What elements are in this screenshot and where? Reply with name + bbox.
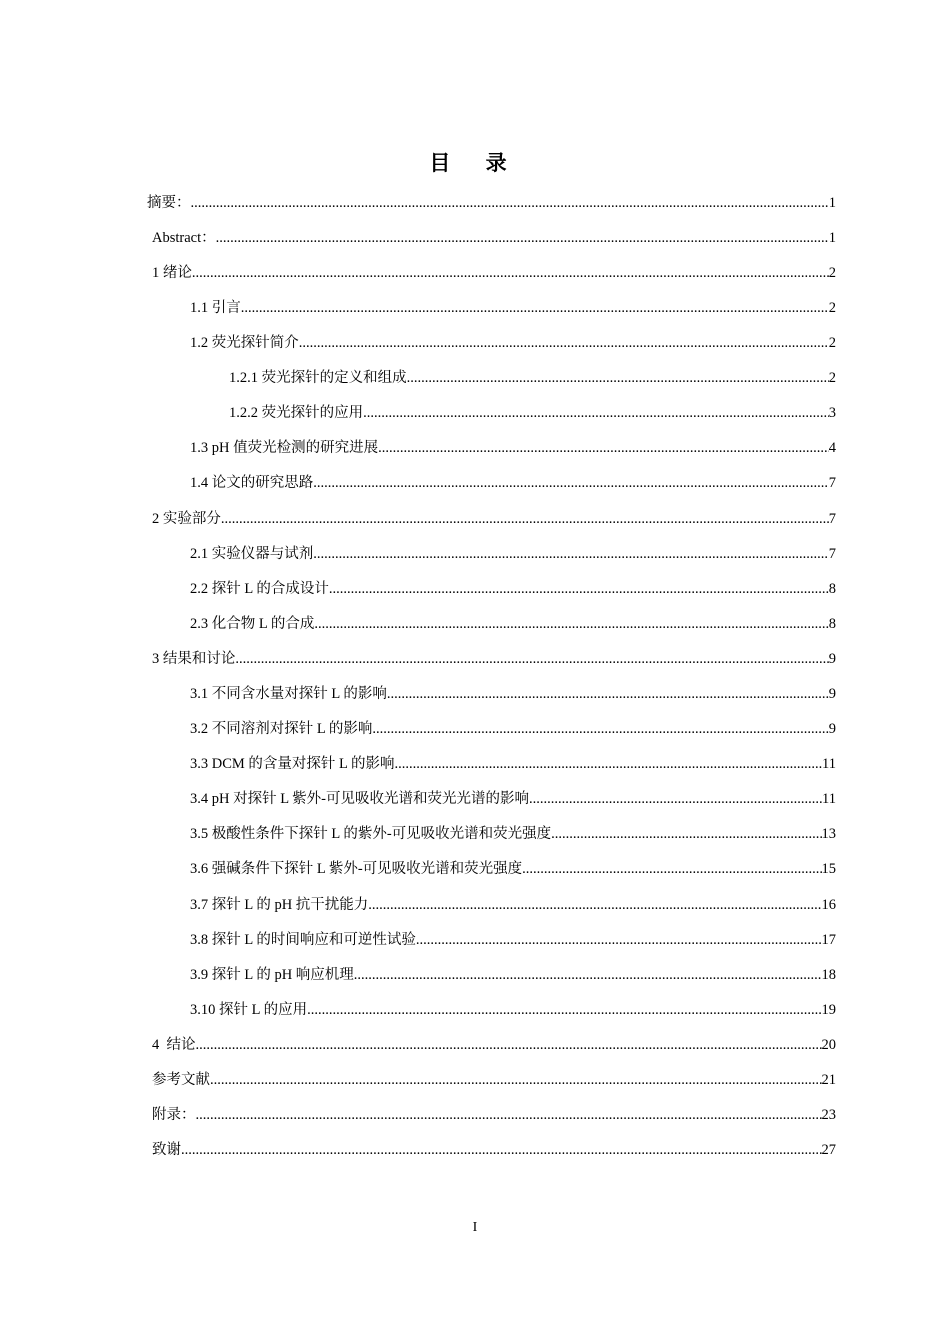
toc-entry-page: 17 bbox=[821, 932, 836, 948]
toc-leader-dots bbox=[196, 1104, 822, 1126]
toc-leader-dots bbox=[196, 1034, 822, 1056]
toc-entry-3-6[interactable] bbox=[190, 858, 836, 880]
toc-entry-1-2-1[interactable] bbox=[229, 367, 836, 389]
toc-entry-page: 9 bbox=[828, 686, 836, 702]
toc-entry-page: 1 bbox=[828, 230, 836, 246]
toc-entry-3-10[interactable] bbox=[190, 999, 836, 1021]
toc-entry-label: 3.1 不同含水量对探针 L 的影响 bbox=[190, 686, 387, 702]
toc-leader-dots bbox=[551, 823, 821, 845]
toc-leader-dots bbox=[181, 1139, 822, 1161]
toc-entry-label: 参考文献 bbox=[152, 1072, 210, 1088]
toc-leader-dots bbox=[363, 402, 829, 424]
toc-entry-page: 19 bbox=[821, 1002, 836, 1018]
toc-entry-page: 8 bbox=[828, 616, 836, 632]
toc-entry-page: 2 bbox=[828, 370, 836, 386]
toc-entry-page: 1 bbox=[828, 195, 836, 211]
toc-leader-dots bbox=[314, 613, 828, 635]
toc-entry-label: 致谢 bbox=[152, 1142, 181, 1158]
toc-entry-page: 16 bbox=[821, 897, 836, 913]
toc-leader-dots bbox=[313, 472, 829, 494]
toc-entry-acknowledgements[interactable] bbox=[152, 1139, 836, 1161]
toc-entry-3-9[interactable] bbox=[190, 964, 836, 986]
toc-entry-label: 1.4 论文的研究思路 bbox=[190, 475, 314, 491]
toc-entry-label: 3.7 探针 L 的 pH 抗干扰能力 bbox=[190, 897, 369, 913]
toc-entry-label: 1.2 荧光探针简介 bbox=[190, 335, 299, 351]
toc-entry-references[interactable] bbox=[152, 1069, 836, 1091]
toc-entry-3-5[interactable] bbox=[190, 823, 836, 845]
toc-entry-page: 7 bbox=[828, 546, 836, 562]
toc-leader-dots bbox=[394, 753, 822, 775]
toc-entry-page: 2 bbox=[828, 265, 836, 281]
toc-entry-label: 3.2 不同溶剂对探针 L 的影响 bbox=[190, 721, 373, 737]
toc-entry-label: 1.1 引言 bbox=[190, 300, 241, 316]
toc-leader-dots bbox=[216, 227, 829, 249]
toc-leader-dots bbox=[416, 929, 822, 951]
toc-entry-2-2[interactable] bbox=[190, 578, 836, 600]
toc-entry-label: 2 实验部分 bbox=[152, 511, 221, 527]
toc-entry-label: 3.9 探针 L 的 pH 响应机理 bbox=[190, 967, 354, 983]
toc-entry-abstract-en[interactable] bbox=[152, 227, 836, 249]
toc-entry-2-3[interactable] bbox=[190, 613, 836, 635]
toc-entry-label: 4 结论 bbox=[152, 1037, 196, 1053]
toc-leader-dots bbox=[307, 999, 821, 1021]
toc-entry-3-1[interactable] bbox=[190, 683, 836, 705]
toc-leader-dots bbox=[372, 718, 828, 740]
toc-leader-dots bbox=[299, 332, 829, 354]
toc-entry-page: 7 bbox=[828, 475, 836, 491]
toc-leader-dots bbox=[192, 262, 829, 284]
toc-entry-page: 20 bbox=[821, 1037, 836, 1053]
toc-entry-label: 1 绪论 bbox=[152, 265, 192, 281]
toc-entry-label: 3.5 极酸性条件下探针 L 的紫外-可见吸收光谱和荧光强度 bbox=[190, 826, 552, 842]
toc-leader-dots bbox=[522, 858, 821, 880]
toc-entry-3-7[interactable] bbox=[190, 894, 836, 916]
toc-entry-chapter-1[interactable] bbox=[152, 262, 836, 284]
toc-entry-label: 1.2.1 荧光探针的定义和组成 bbox=[229, 370, 407, 386]
toc-leader-dots bbox=[241, 297, 829, 319]
toc-entry-page: 23 bbox=[821, 1107, 836, 1123]
toc-entry-page: 7 bbox=[828, 511, 836, 527]
toc-leader-dots bbox=[329, 578, 829, 600]
toc-entry-page: 15 bbox=[821, 861, 836, 877]
toc-entry-label: Abstract： bbox=[152, 230, 216, 246]
toc-entry-label: 2.2 探针 L 的合成设计 bbox=[190, 581, 329, 597]
toc-leader-dots bbox=[235, 648, 828, 670]
toc-entry-label: 3.6 强碱条件下探针 L 紫外-可见吸收光谱和荧光强度 bbox=[190, 861, 523, 877]
toc-leader-dots bbox=[378, 437, 829, 459]
toc-leader-dots bbox=[221, 508, 829, 530]
toc-entry-chapter-3[interactable] bbox=[152, 648, 836, 670]
toc-entry-page: 27 bbox=[821, 1142, 836, 1158]
toc-leader-dots bbox=[313, 543, 829, 565]
toc-entry-label: 3.8 探针 L 的时间响应和可逆性试验 bbox=[190, 932, 416, 948]
toc-entry-label: 2.1 实验仪器与试剂 bbox=[190, 546, 314, 562]
toc-entry-page: 2 bbox=[828, 335, 836, 351]
toc-entry-page: 9 bbox=[828, 651, 836, 667]
toc-entry-page: 3 bbox=[828, 405, 836, 421]
toc-entry-label: 附录： bbox=[152, 1107, 196, 1123]
toc-entry-page: 9 bbox=[828, 721, 836, 737]
toc-entry-label: 3 结果和讨论 bbox=[152, 651, 236, 667]
toc-entry-label: 3.10 探针 L 的应用 bbox=[190, 1002, 308, 1018]
toc-entry-label: 2.3 化合物 L 的合成 bbox=[190, 616, 315, 632]
toc-leader-dots bbox=[191, 192, 829, 214]
toc-entry-2-1[interactable] bbox=[190, 543, 836, 565]
toc-leader-dots bbox=[407, 367, 829, 389]
toc-entry-page: 13 bbox=[821, 826, 836, 842]
toc-leader-dots bbox=[354, 964, 822, 986]
toc-entry-page: 11 bbox=[822, 756, 836, 772]
toc-entry-1-2[interactable] bbox=[190, 332, 836, 354]
toc-entry-page: 8 bbox=[828, 581, 836, 597]
toc-entry-label: 3.4 pH 对探针 L 紫外-可见吸收光谱和荧光光谱的影响 bbox=[190, 791, 529, 807]
toc-entry-page: 21 bbox=[821, 1072, 836, 1088]
toc-entry-label: 摘要： bbox=[147, 195, 191, 211]
toc-entry-1-1[interactable] bbox=[190, 297, 836, 319]
toc-leader-dots bbox=[387, 683, 829, 705]
toc-entry-page: 11 bbox=[822, 791, 836, 807]
toc-entry-appendix[interactable] bbox=[152, 1104, 836, 1126]
toc-entry-1-3[interactable] bbox=[190, 437, 836, 459]
toc-entry-page: 2 bbox=[828, 300, 836, 316]
page-title: 目 录 bbox=[429, 151, 521, 175]
toc-entry-page: 18 bbox=[821, 967, 836, 983]
toc-entry-label: 3.3 DCM 的含量对探针 L 的影响 bbox=[190, 756, 395, 772]
toc-entry-label: 1.2.2 荧光探针的应用 bbox=[229, 405, 364, 421]
toc-entry-3-3[interactable] bbox=[190, 753, 836, 775]
toc-leader-dots bbox=[529, 788, 822, 810]
page-number: I bbox=[472, 1220, 478, 1235]
toc-entry-chapter-4[interactable] bbox=[152, 1034, 836, 1056]
toc-entry-3-8[interactable] bbox=[190, 929, 836, 951]
toc-entry-label: 1.3 pH 值荧光检测的研究进展 bbox=[190, 440, 379, 456]
toc-entry-3-2[interactable] bbox=[190, 718, 836, 740]
toc-entry-3-4[interactable] bbox=[190, 788, 836, 810]
toc-entry-chapter-2[interactable] bbox=[152, 508, 836, 530]
toc-entry-1-2-2[interactable] bbox=[229, 402, 836, 424]
toc-leader-dots bbox=[210, 1069, 822, 1091]
toc-entry-abstract-cn[interactable] bbox=[147, 192, 836, 214]
toc-entry-page: 4 bbox=[828, 440, 836, 456]
toc-entry-1-4[interactable] bbox=[190, 472, 836, 494]
toc-leader-dots bbox=[368, 894, 821, 916]
